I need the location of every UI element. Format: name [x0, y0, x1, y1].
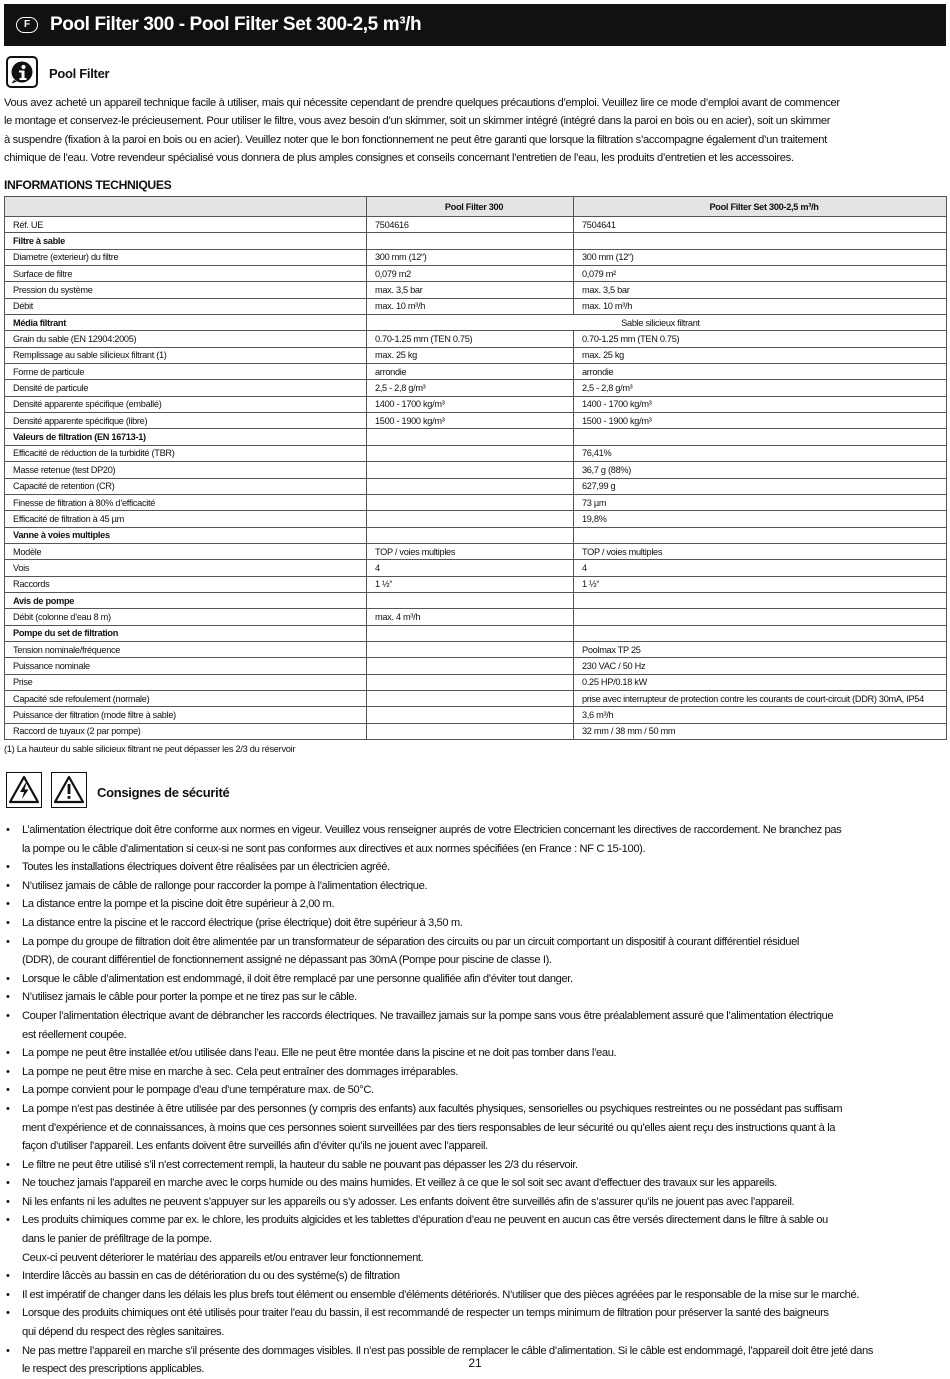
table-cell: 4	[574, 560, 947, 576]
table-header-cell: Pool Filter 300	[367, 197, 574, 217]
list-item	[4, 1267, 944, 1286]
table-cell	[367, 478, 574, 494]
list-item-line: • Ni les enfants ni les adultes ne peuvent s’appuyer sur les appareils ou s’y adosser. Les enfants doivent être surveillés afin de s’assurer qu’ils ne jouent pas avec l’appareil.	[22, 1195, 795, 1208]
table-row	[5, 527, 947, 543]
table-cell	[367, 592, 574, 608]
table-cell: TOP / voies multiples	[574, 543, 947, 559]
list-item-line: • Toutes les installations électriques doivent être réalisées par un électricien agréé.	[22, 861, 390, 874]
table-row	[5, 364, 947, 380]
list-item	[4, 1211, 944, 1267]
table-cell: max. 10 m³/h	[367, 298, 574, 314]
list-item	[4, 1286, 944, 1305]
list-item-line: • La pompe ne peut être mise en marche à sec. Cela peut entraîner des dommages irréparables.	[22, 1065, 459, 1078]
header-bar	[4, 4, 946, 46]
table-cell	[367, 690, 574, 706]
table-cell: 1 ½“	[574, 576, 947, 592]
table-row	[5, 494, 947, 510]
table-cell: max. 10 m³/h	[574, 298, 947, 314]
table-cell: Vois	[5, 560, 367, 576]
table-cell	[367, 527, 574, 543]
electric-warning-icon	[6, 772, 42, 808]
table-cell	[367, 511, 574, 527]
page-number: 21	[468, 1356, 482, 1370]
table-cell: Forme de particule	[5, 364, 367, 380]
list-item-line: • Les produits chimiques comme par ex. le chlore, les produits algicides et les tablettes d’épuration d’eau ne peuvent en aucun cas être versés directement dans le filtre à sable ou	[22, 1214, 828, 1227]
caution-warning-icon	[51, 772, 87, 808]
table-cell: Poolmax TP 25	[574, 641, 947, 657]
list-item-line: • La pompe ne peut être installée et/ou utilisée dans l’eau. Elle ne peut être montée dans la piscine et ne doit pas tomber dans l’eau.	[22, 1047, 617, 1060]
table-cell	[367, 494, 574, 510]
list-item-line: • Le filtre ne peut être utilisé s’il n’est correctement rempli, la hauteur du sable ne pouvant pas dépasser les 2/3 du réservoir.	[22, 1158, 578, 1171]
section-title-safety: Consignes de sécurité	[97, 785, 230, 800]
table-cell: Sable silicieux filtrant	[367, 315, 947, 331]
list-item-line: Ceux-ci peuvent déteriorer le matériau des appareils et/ou entraver leur fonctionnement.	[22, 1251, 424, 1264]
table-row	[5, 331, 947, 347]
table-row	[5, 674, 947, 690]
table-cell	[367, 445, 574, 461]
table-cell: Modèle	[5, 543, 367, 559]
table-cell	[574, 233, 947, 249]
list-item-line: • N’utilisez jamais le câble pour porter la pompe et ne tirez pas sur le câble.	[22, 991, 357, 1004]
table-cell: 3,6 m³/h	[574, 707, 947, 723]
table-footnote: (1) La hauteur du sable silicieux filtrant ne peut dépasser les 2/3 du réservoir	[4, 744, 296, 754]
table-cell: 1400 - 1700 kg/m³	[367, 396, 574, 412]
list-item	[4, 1007, 944, 1044]
table-cell: 4	[367, 560, 574, 576]
tech-info-heading: INFORMATIONS TECHNIQUES	[4, 178, 172, 192]
table-cell	[367, 723, 574, 739]
table-cell: Vanne à voies multiples	[5, 527, 367, 543]
table-header-cell	[5, 197, 367, 217]
table-cell	[367, 233, 574, 249]
list-item	[4, 1063, 944, 1082]
table-cell: Réf. UE	[5, 217, 367, 233]
table-cell: 1500 - 1900 kg/m³	[574, 413, 947, 429]
table-cell: Grain du sable (EN 12904:2005)	[5, 331, 367, 347]
list-item	[4, 988, 944, 1007]
table-header-row	[5, 197, 947, 217]
table-row	[5, 609, 947, 625]
table-cell: Densité apparente spécifique (emballé)	[5, 396, 367, 412]
page-title: Pool Filter 300 - Pool Filter Set 300-2,5 m³/h	[50, 14, 422, 35]
list-item-line: • Lorsque le câble d’alimentation est endommagé, il doit être remplacé par une personne qualifiée afin d’éviter tout danger.	[22, 972, 573, 985]
tech-specs-table	[4, 196, 947, 740]
table-cell	[367, 658, 574, 674]
table-row	[5, 576, 947, 592]
list-item	[4, 821, 944, 858]
table-cell: Efficacité de réduction de la turbidité (TBR)	[5, 445, 367, 461]
table-row	[5, 217, 947, 233]
table-cell: Média filtrant	[5, 315, 367, 331]
table-cell: Débit	[5, 298, 367, 314]
table-cell: arrondie	[574, 364, 947, 380]
table-row	[5, 690, 947, 706]
safety-list	[4, 821, 944, 1379]
table-cell: 7504616	[367, 217, 574, 233]
table-row	[5, 543, 947, 559]
table-cell: Tension nominale/fréquence	[5, 641, 367, 657]
list-item	[4, 1304, 944, 1341]
list-item-line: • L’alimentation électrique doit être conforme aux normes en vigeur. Veuillez vous renseigner auprés de votre Electricien concernant les directives de raccordement. Ne branchez pas	[22, 824, 842, 836]
table-cell: 73 µm	[574, 494, 947, 510]
info-icon	[6, 56, 38, 88]
table-cell: Densité apparente spécifique (libre)	[5, 413, 367, 429]
table-cell: 7504641	[574, 217, 947, 233]
table-cell: 0.70-1.25 mm (TEN 0.75)	[367, 331, 574, 347]
table-cell: 2,5 - 2,8 g/m³	[574, 380, 947, 396]
table-row	[5, 249, 947, 265]
table-cell: Capacité de retention (CR)	[5, 478, 367, 494]
paragraph-line: Vous avez acheté un appareil technique facile à utiliser, mais qui nécessite cependant de prendre quelques précautions d’emploi. Veuillez lire ce mode d’emploi avant de commencer	[4, 97, 840, 109]
list-item-line: • Ne pas mettre l’appareil en marche s’il présente des dommages visibles. Il n’est pas possible de remplacer le câble d’alimentation. Si le câble est endommagé, l’appareil doit être jeté dans	[22, 1344, 873, 1357]
table-cell	[367, 674, 574, 690]
table-cell: Raccord de tuyaux (2 par pompe)	[5, 723, 367, 739]
list-item	[4, 1081, 944, 1100]
table-cell: 76,41%	[574, 445, 947, 461]
table-cell: max. 3,5 bar	[574, 282, 947, 298]
table-cell: Capacité sde refoulement (normale)	[5, 690, 367, 706]
list-item-line: qui dépend du respect des règles sanitaires.	[22, 1326, 224, 1339]
table-cell: 32 mm / 38 mm / 50 mm	[574, 723, 947, 739]
table-row	[5, 511, 947, 527]
list-item	[4, 1100, 944, 1156]
list-item-line: • Lorsque des produits chimiques ont été utilisés pour traiter l’eau du bassin, il est recommandé de respecter un temps minimum de filtration pour préserver la santé des baigneurs	[22, 1307, 829, 1320]
table-row	[5, 707, 947, 723]
table-row	[5, 413, 947, 429]
list-item-line: • La pompe convient pour le pompage d’eau d’une température max. de 50°C.	[22, 1084, 374, 1097]
list-item	[4, 933, 944, 970]
list-item-line: • La distance entre la pompe et la piscine doit être supérieur à 2,00 m.	[22, 898, 335, 911]
table-cell	[574, 625, 947, 641]
table-cell: 1 ½“	[367, 576, 574, 592]
table-row	[5, 380, 947, 396]
table-row	[5, 347, 947, 363]
table-cell: TOP / voies multiples	[367, 543, 574, 559]
list-item	[4, 1193, 944, 1212]
list-item-line: le respect des prescriptions applicables.	[22, 1363, 204, 1376]
list-item-line: • Ne touchez jamais l’appareil en marche avec le corps humide ou des mains humides. Et veillez à ce que le sol soit sec avant d’effectuer des travaux sur les appareils.	[22, 1177, 777, 1190]
table-cell	[574, 609, 947, 625]
table-row	[5, 625, 947, 641]
table-cell: max. 3,5 bar	[367, 282, 574, 298]
paragraph-line: chimique de l’eau. Votre revendeur spécialisé vous donnera de plus amples consignes et conseils concernant l’entretien de l’eau, les produits d’entretien et les accessoires.	[4, 152, 794, 165]
table-cell: max. 4 m³/h	[367, 609, 574, 625]
table-cell: 627,99 g	[574, 478, 947, 494]
list-item	[4, 1156, 944, 1175]
table-cell: Remplissage au sable silicieux filtrant (1)	[5, 347, 367, 363]
table-row	[5, 560, 947, 576]
table-cell: 300 mm (12“)	[574, 249, 947, 265]
table-cell: Puissance der filtration (mode filtre à sable)	[5, 707, 367, 723]
table-cell: Surface de filtre	[5, 266, 367, 282]
list-item-line: ment d’expérience et de connaissances, à moins que ces personnes soient surveillées par des tiers responsables de leur sécurité ou qu’elles aient reçu des instructions quant à la	[22, 1121, 836, 1134]
list-item-line: la pompe ou le câble d’alimentation si ceux-si ne sont pas conformes aux directives et aux normes spécifiées (en France : NF C 15-100).	[22, 842, 646, 855]
table-row	[5, 592, 947, 608]
list-item	[4, 1174, 944, 1193]
table-cell	[574, 592, 947, 608]
table-row	[5, 266, 947, 282]
table-row	[5, 429, 947, 445]
table-cell: Densité de particule	[5, 380, 367, 396]
list-item-line: • N’utilisez jamais de câble de rallonge pour raccorder la pompe à l’alimentation électrique.	[22, 879, 428, 892]
table-cell: Débit (colonne d’eau 8 m)	[5, 609, 367, 625]
list-item-line: • La pompe du groupe de filtration doit être alimentée par un transformateur de séparation des circuits ou par un circuit comportant un dispositif à courant différentiel résiduel	[22, 935, 800, 948]
table-cell	[367, 707, 574, 723]
table-row	[5, 462, 947, 478]
table-cell: Filtre à sable	[5, 233, 367, 249]
table-cell: 0,079 m²	[574, 266, 947, 282]
table-cell: 0,079 m2	[367, 266, 574, 282]
table-cell: Diametre (exterieur) du filtre	[5, 249, 367, 265]
table-cell	[367, 462, 574, 478]
list-item-line: façon d’utiliser l’appareil. Les enfants doivent être surveillés afin d’éviter qu’ils ne jouent avec l’appareil.	[22, 1140, 488, 1153]
table-cell: Finesse de filtration à 80% d’efficacité	[5, 494, 367, 510]
table-cell: arrondie	[367, 364, 574, 380]
table-cell: 300 mm (12“)	[367, 249, 574, 265]
list-item-line: est réellement coupée.	[22, 1028, 127, 1041]
section-title-pool-filter: Pool Filter	[49, 66, 110, 81]
paragraph-line: le montage et conservez-le précieusement. Pour utiliser le filtre, vous avez besoin d’un skimmer, soit un skimmer intégré (intégré dans la paroi en bois ou en acier), soit un skimmer	[4, 115, 831, 128]
table-cell	[574, 527, 947, 543]
table-cell	[367, 429, 574, 445]
table-cell: 36,7 g (88%)	[574, 462, 947, 478]
list-item	[4, 895, 944, 914]
list-item	[4, 914, 944, 933]
table-row	[5, 445, 947, 461]
table-cell: 0.25 HP/0.18 kW	[574, 674, 947, 690]
list-item	[4, 877, 944, 896]
table-row	[5, 298, 947, 314]
paragraph-line: à suspendre (fixation à la paroi en bois ou en acier). Veuillez noter que le bon fonctionnement ne peut être garanti que lorsque la filtration s’accompagne également d’un traitement	[4, 133, 827, 146]
table-cell	[367, 641, 574, 657]
list-item	[4, 858, 944, 877]
table-cell: 19,8%	[574, 511, 947, 527]
table-cell: prise avec interrupteur de protection contre les courants de court-circuit (DDR) 30mA, IP54	[574, 690, 947, 706]
table-cell: max. 25 kg	[367, 347, 574, 363]
table-cell: Valeurs de filtration (EN 16713-1)	[5, 429, 367, 445]
table-cell: 1500 - 1900 kg/m³	[367, 413, 574, 429]
table-cell	[367, 625, 574, 641]
table-cell: Raccords	[5, 576, 367, 592]
list-item-line: • La pompe n’est pas destinée à être utilisée par des personnes (y compris des enfants) aux facultés physiques, sensorielles ou psychiques restreintes ou ne possédant pas suffisam	[22, 1102, 843, 1115]
table-cell: 0.70-1.25 mm (TEN 0.75)	[574, 331, 947, 347]
table-row	[5, 396, 947, 412]
table-row	[5, 315, 947, 331]
list-item-line: • Couper l’alimentation électrique avant de débrancher les raccords électriques. Ne travaillez jamais sur la pompe sans vous être préalablement assuré que l’alimentation électrique	[22, 1009, 834, 1022]
table-cell: Avis de pompe	[5, 592, 367, 608]
list-item-line: dans le panier de préfiltrage de la pompe.	[22, 1233, 212, 1246]
table-row	[5, 282, 947, 298]
table-row	[5, 658, 947, 674]
table-cell: Pompe du set de filtration	[5, 625, 367, 641]
table-cell: Masse retenue (test DP20)	[5, 462, 367, 478]
table-cell: Pression du système	[5, 282, 367, 298]
table-cell: max. 25 kg	[574, 347, 947, 363]
table-row	[5, 641, 947, 657]
intro-paragraph	[4, 94, 944, 168]
table-cell	[574, 429, 947, 445]
table-row	[5, 723, 947, 739]
table-row	[5, 233, 947, 249]
table-cell: 1400 - 1700 kg/m³	[574, 396, 947, 412]
list-item-line: • Interdire lâccès au bassin en cas de détérioration du ou des systéme(s) de filtration	[22, 1270, 400, 1283]
language-badge: F	[16, 17, 38, 33]
table-row	[5, 478, 947, 494]
table-cell: Puissance nominale	[5, 658, 367, 674]
table-header-cell: Pool Filter Set 300-2,5 m³/h	[574, 197, 947, 217]
list-item	[4, 1044, 944, 1063]
table-cell: 2,5 - 2,8 g/m³	[367, 380, 574, 396]
table-cell: Prise	[5, 674, 367, 690]
table-cell: 230 VAC / 50 Hz	[574, 658, 947, 674]
table-cell: Efficacité de filtration à 45 µm	[5, 511, 367, 527]
list-item-line: (DDR), de courant différentiel de fonctionnement assigné ne dépassant pas 30mA (Pompe pour piscine de classe I).	[22, 954, 552, 967]
list-item-line: • Il est impératif de changer dans les délais les plus brefs tout élément ou ensemble d’éléments détériorés. N’utiliser que des pièces agréées par le responsable de la mise sur le marché.	[22, 1288, 860, 1301]
list-item-line: • La distance entre la piscine et le raccord électrique (prise électrique) doit être supérieur à 3,50 m.	[22, 916, 463, 929]
list-item	[4, 970, 944, 989]
